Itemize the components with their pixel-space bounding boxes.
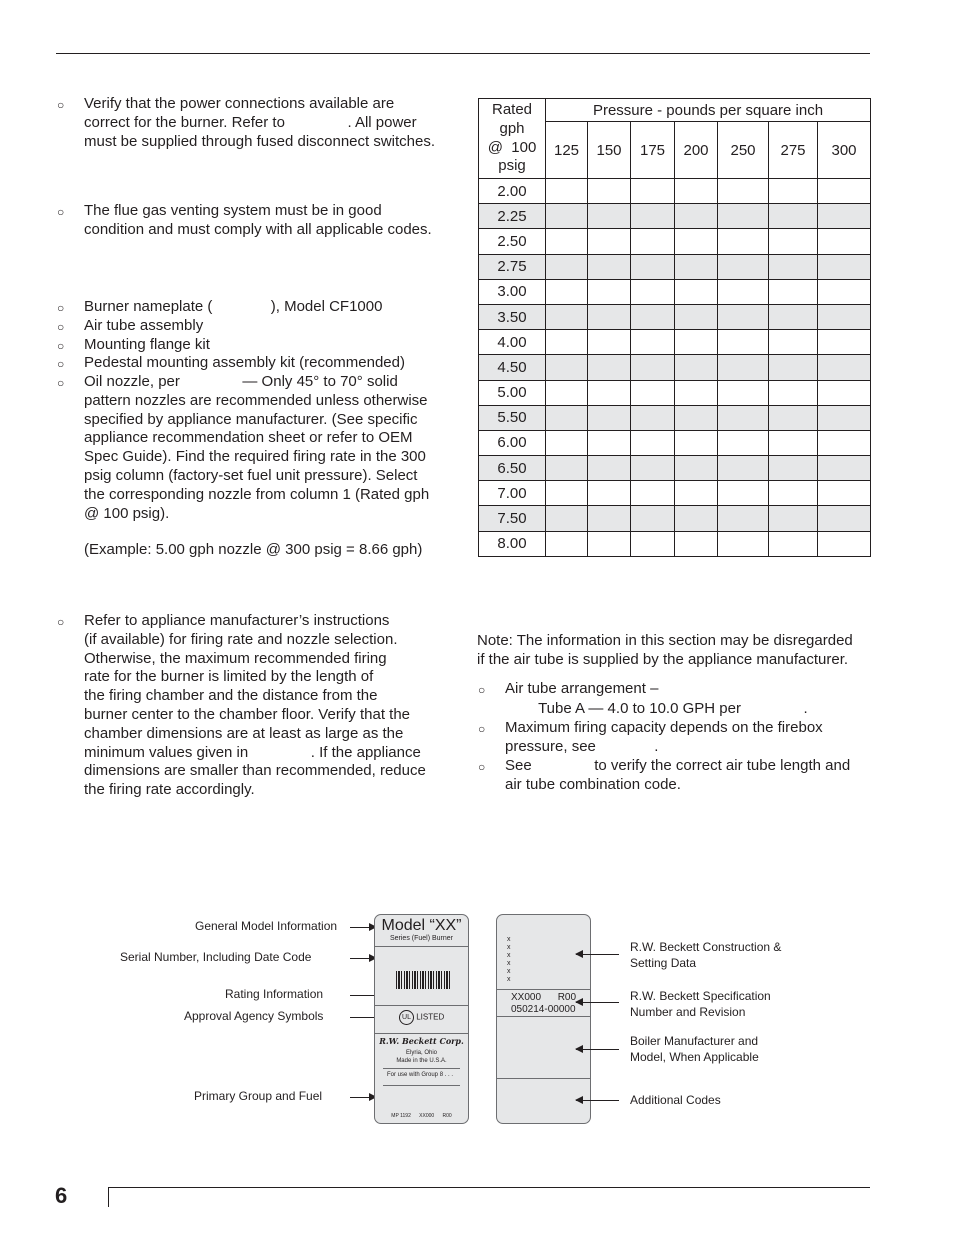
header-line: @ 100 (487, 138, 537, 156)
divider (383, 1068, 460, 1069)
table-row (479, 279, 871, 304)
x-mark: x (507, 944, 511, 951)
text-line: See to verify the correct air tube length and (505, 757, 851, 774)
rate-cell (818, 330, 871, 355)
table-row (479, 355, 871, 380)
bullet-marker: ○ (57, 376, 65, 390)
rate-cell (718, 330, 769, 355)
rated-gph-cell: 2.00 (479, 179, 546, 204)
rate-cell (769, 304, 818, 329)
rate-cell (675, 330, 718, 355)
text-line: Setting Data (630, 955, 697, 970)
rate-cell (588, 304, 631, 329)
bullet-marker: ○ (478, 760, 486, 774)
callout-specification (630, 989, 771, 1020)
bullet-marker: ○ (57, 301, 65, 315)
text-line: must be supplied through fused disconnect switches. (84, 132, 436, 150)
table-row (479, 405, 871, 430)
rate-cell (675, 279, 718, 304)
pressure-column-header: 125 (546, 122, 588, 179)
rate-cell (546, 229, 588, 254)
rate-cell (675, 481, 718, 506)
rate-cell (675, 531, 718, 556)
x-mark: x (507, 952, 511, 959)
divider (497, 1078, 590, 1079)
callout-serial-number: Serial Number, Including Date Code (120, 950, 312, 964)
rate-cell (546, 531, 588, 556)
rate-cell (675, 204, 718, 229)
city-text: Elyria, Ohio (405, 1050, 437, 1056)
rate-cell (769, 279, 818, 304)
barcode (396, 971, 450, 989)
text-line: condition and must comply with all applicable codes. (84, 220, 432, 238)
rate-cell (718, 304, 769, 329)
series-text: Series (Fuel) Burner (389, 935, 454, 942)
rate-cell (769, 405, 818, 430)
rate-cell (631, 204, 675, 229)
rate-cell (546, 380, 588, 405)
divider (375, 1033, 468, 1034)
rate-cell (546, 179, 588, 204)
text-line: if the air tube is supplied by the appliance manufacturer. (477, 650, 849, 668)
rate-cell (818, 380, 871, 405)
text-line: Oil nozzle, per — Only 45° to 70° solid (84, 373, 398, 390)
rate-cell (631, 254, 675, 279)
header-line: psig (498, 157, 526, 175)
rate-cell (718, 481, 769, 506)
table-row (479, 531, 871, 556)
rate-cell (588, 430, 631, 455)
rate-cell (546, 430, 588, 455)
rate-cell (718, 279, 769, 304)
rate-cell (718, 229, 769, 254)
spec-number: XX000 R00 (511, 992, 577, 1003)
rate-cell (675, 456, 718, 481)
rate-cell (675, 506, 718, 531)
rate-cell (631, 229, 675, 254)
callout-general-model: General Model Information (195, 919, 338, 933)
pressure-column-header: 200 (675, 122, 718, 179)
rate-cell (675, 380, 718, 405)
text-line: Verify that the power connections available are (84, 95, 395, 112)
text-line: specified by appliance manufacturer. (See specific (84, 410, 418, 428)
rate-cell (631, 405, 675, 430)
rated-gph-cell: 3.00 (479, 279, 546, 304)
rate-cell (769, 430, 818, 455)
text-line: Air tube arrangement – (505, 680, 659, 697)
pressure-column-header: 300 (818, 122, 871, 179)
pressure-column-header: 150 (588, 122, 631, 179)
rate-cell (675, 405, 718, 430)
callout-arrow (576, 1049, 619, 1050)
text-line: Maximum firing capacity depends on the firebox (505, 719, 823, 736)
divider (497, 989, 590, 990)
x-mark: x (507, 936, 511, 943)
rate-cell (546, 330, 588, 355)
rate-cell (718, 204, 769, 229)
listed-text: LISTED (416, 1012, 445, 1022)
rate-cell (546, 405, 588, 430)
text-line: the firing rate accordingly. (84, 781, 255, 799)
text-line: @ 100 psig). (84, 504, 170, 522)
divider (383, 1085, 460, 1086)
rate-cell (769, 456, 818, 481)
rate-cell (818, 304, 871, 329)
text-line: Note: The information in this section may be disregarded (477, 632, 853, 649)
text-line: (if available) for firing rate and nozzle selection. (84, 630, 398, 648)
rated-gph-cell: 4.50 (479, 355, 546, 380)
rate-cell (588, 405, 631, 430)
rate-cell (675, 355, 718, 380)
text-line: R.W. Beckett Specification (630, 989, 771, 1003)
callout-arrow (576, 1002, 619, 1003)
page-number: 6 (55, 1183, 68, 1208)
rate-cell (546, 456, 588, 481)
pressure-header: Pressure - pounds per square inch (546, 99, 871, 122)
text-line: Boiler Manufacturer and (630, 1034, 759, 1048)
rate-cell (718, 254, 769, 279)
rate-cell (818, 481, 871, 506)
rated-gph-cell: 2.25 (479, 204, 546, 229)
rate-cell (769, 531, 818, 556)
rate-cell (818, 506, 871, 531)
text-line: minimum values given in . If the appliance (84, 743, 421, 761)
text-line: pressure, see . (505, 737, 659, 755)
table-row (479, 179, 871, 204)
rated-gph-cell: 6.00 (479, 430, 546, 455)
text-line: appliance recommendation sheet or refer to OEM (84, 429, 413, 447)
rated-gph-cell: 7.00 (479, 481, 546, 506)
rated-gph-cell: 3.50 (479, 304, 546, 329)
callout-arrow (350, 958, 376, 959)
text-line: Burner nameplate ( ), Model CF1000 (84, 298, 383, 315)
rate-cell (769, 355, 818, 380)
text-line: rate for the burner is limited by the length of (84, 668, 374, 686)
header-rule (56, 53, 870, 54)
bullet-marker: ○ (57, 205, 65, 219)
table-row (479, 430, 871, 455)
rate-cell (769, 179, 818, 204)
text-line: chamber dimensions are at least as large as the (84, 724, 404, 742)
rate-cell (718, 531, 769, 556)
divider (375, 1005, 468, 1006)
text-line: R.W. Beckett Construction & (630, 940, 782, 954)
rate-cell (818, 204, 871, 229)
table-row (479, 254, 871, 279)
rate-cell (818, 179, 871, 204)
callout-construction-data (630, 940, 781, 971)
x-mark: x (507, 976, 511, 983)
rate-cell (718, 405, 769, 430)
rate-cell (818, 531, 871, 556)
rate-cell (675, 229, 718, 254)
rated-gph-cell: 5.50 (479, 405, 546, 430)
rate-cell (588, 254, 631, 279)
rate-cell (675, 304, 718, 329)
text-line: Pedestal mounting assembly kit (recommended) (84, 354, 405, 371)
text-line: burner center to the chamber floor. Verify that the (84, 705, 411, 723)
rate-cell (631, 481, 675, 506)
text-line: the firing chamber and the distance from the (84, 687, 378, 705)
rate-cell (588, 481, 631, 506)
rate-cell (675, 254, 718, 279)
x-mark: x (507, 960, 511, 967)
nameplate-front (374, 914, 469, 1124)
rate-cell (818, 229, 871, 254)
rate-cell (588, 506, 631, 531)
pressure-column-header: 250 (718, 122, 769, 179)
callout-arrow (350, 927, 376, 928)
divider (375, 946, 468, 947)
nameplate-back (496, 914, 591, 1124)
firing-rate-table (478, 98, 871, 557)
pressure-column-header: 175 (631, 122, 675, 179)
bullet-marker: ○ (478, 683, 486, 697)
table-row (479, 330, 871, 355)
rate-cell (718, 380, 769, 405)
text-line: Spec Guide). Find the required firing rate in the 300 (84, 448, 426, 466)
callout-approval-agency: Approval Agency Symbols (184, 1009, 324, 1023)
text-line: pattern nozzles are recommended unless otherwise (84, 391, 428, 409)
text-line: air tube combination code. (505, 775, 681, 793)
rated-gph-header (479, 99, 546, 179)
text-line: Mounting flange kit (84, 336, 210, 353)
rated-gph-cell: 4.00 (479, 330, 546, 355)
text-line: Otherwise, the maximum recommended firing (84, 649, 387, 667)
callout-arrow (576, 1100, 619, 1101)
rate-cell (588, 279, 631, 304)
bullet-marker: ○ (57, 357, 65, 371)
rate-cell (769, 204, 818, 229)
ul-listed-mark (399, 1010, 444, 1025)
table-row (479, 481, 871, 506)
rate-cell (631, 304, 675, 329)
rate-cell (546, 355, 588, 380)
rate-cell (546, 204, 588, 229)
rated-gph-cell: 7.50 (479, 506, 546, 531)
rate-cell (769, 330, 818, 355)
rate-cell (631, 330, 675, 355)
rate-cell (631, 506, 675, 531)
rated-gph-cell: 6.50 (479, 456, 546, 481)
rate-cell (718, 179, 769, 204)
mp-number: MP 1192 XX000 R00 (391, 1113, 452, 1119)
serial-number: 050214-00000 (511, 1004, 576, 1015)
rate-cell (818, 430, 871, 455)
rate-cell (546, 481, 588, 506)
group-text: For use with Group 8 . . . (387, 1072, 454, 1078)
corp-logo: R.W. Beckett Corp. (379, 1036, 464, 1046)
rate-cell (546, 304, 588, 329)
footer-rule (108, 1187, 870, 1188)
callout-rating-info: Rating Information (225, 987, 324, 1001)
table-row (479, 380, 871, 405)
table-row (479, 506, 871, 531)
bullet-marker: ○ (57, 98, 65, 112)
text-line: Air tube assembly (84, 317, 204, 334)
nozzle-example: (Example: 5.00 gph nozzle @ 300 psig = 8.66 gph) (84, 541, 423, 558)
model-title: Model “XX” (381, 917, 462, 934)
rate-cell (546, 254, 588, 279)
table-row (479, 204, 871, 229)
text-line: Tube A — 4.0 to 10.0 GPH per . (505, 699, 808, 717)
text-line: psig column (factory-set fuel unit pressure). Select (84, 466, 418, 484)
rate-cell (588, 204, 631, 229)
footer-rule-vertical (108, 1187, 109, 1207)
rate-cell (718, 355, 769, 380)
bullet-marker: ○ (57, 320, 65, 334)
rate-cell (718, 506, 769, 531)
table-row (479, 456, 871, 481)
text-line: dimensions are smaller than recommended, reduce (84, 762, 426, 780)
rate-cell (769, 254, 818, 279)
text-line: The flue gas venting system must be in good (84, 202, 382, 219)
rate-cell (818, 254, 871, 279)
header-line: gph (499, 119, 525, 137)
air-tube-note (477, 632, 853, 670)
rate-cell (631, 531, 675, 556)
bullet-marker: ○ (57, 615, 65, 629)
header-line: Rated (491, 100, 533, 118)
rate-cell (588, 531, 631, 556)
rate-cell (588, 330, 631, 355)
text-line: correct for the burner. Refer to . All power (84, 113, 417, 131)
text-line: Number and Revision (630, 1004, 746, 1019)
rate-cell (818, 355, 871, 380)
rate-cell (631, 179, 675, 204)
rate-cell (588, 380, 631, 405)
rate-cell (769, 229, 818, 254)
rate-cell (718, 430, 769, 455)
made-in-text: Made in the U.S.A. (396, 1058, 447, 1064)
table-row (479, 304, 871, 329)
divider (497, 1016, 590, 1017)
rate-cell (818, 405, 871, 430)
rate-cell (769, 380, 818, 405)
rate-cell (631, 456, 675, 481)
ul-icon: UL (399, 1010, 414, 1025)
rate-cell (546, 279, 588, 304)
rated-gph-cell: 5.00 (479, 380, 546, 405)
rate-cell (675, 430, 718, 455)
callout-additional-codes: Additional Codes (630, 1093, 721, 1107)
x-mark: x (507, 968, 511, 975)
rate-cell (718, 456, 769, 481)
callout-boiler-manufacturer (630, 1034, 759, 1065)
construction-marks (507, 936, 511, 984)
callout-primary-group: Primary Group and Fuel (194, 1089, 323, 1103)
rate-cell (588, 179, 631, 204)
pressure-column-header: 275 (769, 122, 818, 179)
rate-cell (769, 506, 818, 531)
bullet-marker: ○ (478, 722, 486, 736)
rated-gph-cell: 8.00 (479, 531, 546, 556)
rate-cell (588, 355, 631, 380)
rate-cell (675, 179, 718, 204)
rated-gph-cell: 2.75 (479, 254, 546, 279)
rated-gph-cell: 2.50 (479, 229, 546, 254)
rate-cell (818, 456, 871, 481)
callout-arrow (576, 954, 619, 955)
rate-cell (631, 355, 675, 380)
text-line: the corresponding nozzle from column 1 (Rated gph (84, 485, 430, 503)
rate-cell (631, 279, 675, 304)
bullet-marker: ○ (57, 339, 65, 353)
rate-cell (631, 380, 675, 405)
text-line: Model, When Applicable (630, 1049, 759, 1064)
rate-cell (769, 481, 818, 506)
callout-arrow (350, 1097, 376, 1098)
table-row (479, 229, 871, 254)
rate-cell (546, 506, 588, 531)
text-line: Refer to appliance manufacturer’s instructions (84, 612, 390, 629)
rate-cell (588, 456, 631, 481)
rate-cell (588, 229, 631, 254)
rate-cell (631, 430, 675, 455)
rate-cell (818, 279, 871, 304)
